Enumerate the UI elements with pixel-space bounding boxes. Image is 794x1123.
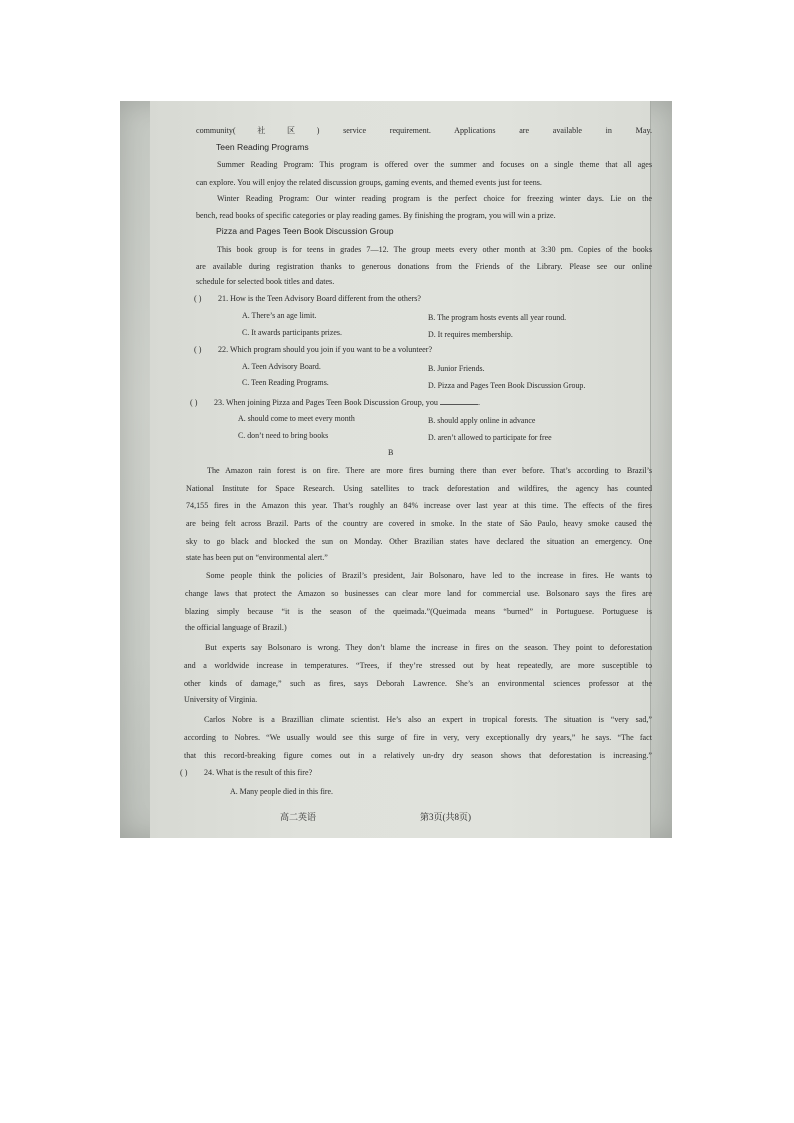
option-22-b: B. Junior Friends.	[428, 364, 485, 373]
question-23-stem: 23. When joining Pizza and Pages Teen Book Discussion Group, you	[214, 398, 438, 407]
exam-page	[150, 101, 651, 838]
p3-line-2: and a worldwide increase in temperatures. “Trees, if they’re stressed out by heat repeatedly, are more susceptible to	[184, 661, 652, 670]
pizza-heading: Pizza and Pages Teen Book Discussion Group	[216, 226, 394, 236]
section-b-label: B	[388, 448, 394, 457]
p4-line-2: according to Nobres. “We usually would see this surge of fire in very, very exceptionally dry years,” he says. “The fact	[184, 733, 652, 742]
option-22-d: D. Pizza and Pages Teen Book Discussion Group.	[428, 381, 586, 390]
answer-blank-24[interactable]: ( )	[180, 768, 188, 777]
p1-line-2: National Institute for Space Research. Using satellites to track deforestation and wildfires, the agency has counted	[186, 484, 652, 493]
p3-line-3: other kinds of damage,” such as fires, says Deborah Lawrence. She’s an environmental sciences professor at the	[184, 679, 652, 688]
option-23-b: B. should apply online in advance	[428, 416, 536, 425]
question-22	[194, 345, 432, 355]
p1-line-1: The Amazon rain forest is on fire. There are more fires burning there than ever before. That’s according to Brazil’s	[207, 466, 652, 475]
answer-blank-21[interactable]: ( )	[194, 294, 202, 303]
option-21-d: D. It requires membership.	[428, 330, 513, 339]
teen-reading-heading: Teen Reading Programs	[216, 142, 309, 152]
p1-line-6: state has been put on “environmental alert.”	[186, 553, 328, 562]
question-24-stem: 24. What is the result of this fire?	[204, 768, 313, 777]
footer-page-number: 第3页(共8页)	[420, 812, 471, 822]
option-21-c: C. It awards participants prizes.	[242, 328, 342, 337]
answer-blank-22[interactable]: ( )	[194, 345, 202, 354]
scanned-exam-photo	[120, 101, 672, 838]
option-24-a: A. Many people died in this fire.	[230, 787, 333, 796]
pizza-line-3: schedule for selected book titles and dates.	[196, 277, 335, 286]
question-24	[180, 768, 312, 778]
option-22-a: A. Teen Advisory Board.	[242, 362, 321, 371]
p3-line-4: University of Virginia.	[184, 695, 258, 704]
fill-blank-23[interactable]	[440, 397, 478, 405]
footer-subject: 高二英语	[280, 812, 317, 822]
p4-line-3: that this record-breaking figure comes out in a relatively un-dry dry season shows that deforestation is increasing.”	[184, 751, 652, 760]
option-23-c: C. don’t need to bring books	[238, 431, 329, 440]
option-21-a: A. There’s an age limit.	[242, 311, 317, 320]
p4-line-1: Carlos Nobre is a Brazillian climate scientist. He’s also an expert in tropical forests. The situation is “very sad,”	[204, 715, 652, 724]
community-line: community(社区) service requirement. Applications are available in May.	[196, 126, 652, 135]
option-21-b: B. The program hosts events all year round.	[428, 313, 567, 322]
option-23-a: A. should come to meet every month	[238, 414, 355, 423]
question-22-stem: 22. Which program should you join if you want to be a volunteer?	[218, 345, 433, 354]
p2-line-2: change laws that protect the Amazon so businesses can clear more land for commercial use. Bolsonaro says the fires are	[185, 589, 652, 598]
answer-blank-23[interactable]: ( )	[190, 398, 198, 407]
winter-line-2: bench, read books of specific categories or play reading games. By finishing the program, you will win a prize.	[196, 211, 556, 220]
pizza-line-1: This book group is for teens in grades 7—12. The group meets every other month at 3:30 pm. Copies of the books	[217, 245, 652, 254]
option-22-c: C. Teen Reading Programs.	[242, 378, 329, 387]
p1-line-3: 74,155 fires in the Amazon this year. That’s roughly an 84% increase over last year at this time. The effects of the fires	[186, 501, 652, 510]
summer-line-2: can explore. You will enjoy the related discussion groups, gaming events, and themed events just for teens.	[196, 178, 542, 187]
pizza-line-2: are available during registration thanks to generous donations from the Friends of the Library. Please see our online	[196, 262, 652, 271]
winter-line-1: Winter Reading Program: Our winter reading program is the perfect choice for freezing winter days. Lie on the	[217, 194, 652, 203]
p1-line-5: sky to go black and blocked the sun on Monday. Other Brazilian states have declared the situation an emergency. One	[186, 537, 652, 546]
question-21-stem: 21. How is the Teen Advisory Board different from the others?	[218, 294, 422, 303]
p1-line-4: are being felt across Brazil. Parts of the country are covered in smoke. In the state of São Paulo, heavy smoke caused the	[186, 519, 652, 528]
question-23: ( ) 23. When joining Pizza and Pages Teen Book Discussion Group, you .	[190, 398, 480, 407]
p2-line-3: blazing simply because “it is the season of the queimada.”(Queimada means “burned” in Portuguese. Portuguese is	[185, 607, 652, 616]
summer-line-1: Summer Reading Program: This program is offered over the summer and focuses on a single theme that all ages	[217, 160, 652, 169]
p2-line-4: the official language of Brazil.)	[185, 623, 287, 632]
bleed-through-edge	[650, 101, 672, 838]
p3-line-1: But experts say Bolsonaro is wrong. They don’t blame the increase in fires on the season. They point to deforestation	[205, 643, 652, 652]
p2-line-1: Some people think the policies of Brazil’s president, Jair Bolsonaro, have led to the increase in fires. He wants to	[206, 571, 652, 580]
question-21	[194, 294, 421, 304]
option-23-d: D. aren’t allowed to participate for free	[428, 433, 552, 442]
